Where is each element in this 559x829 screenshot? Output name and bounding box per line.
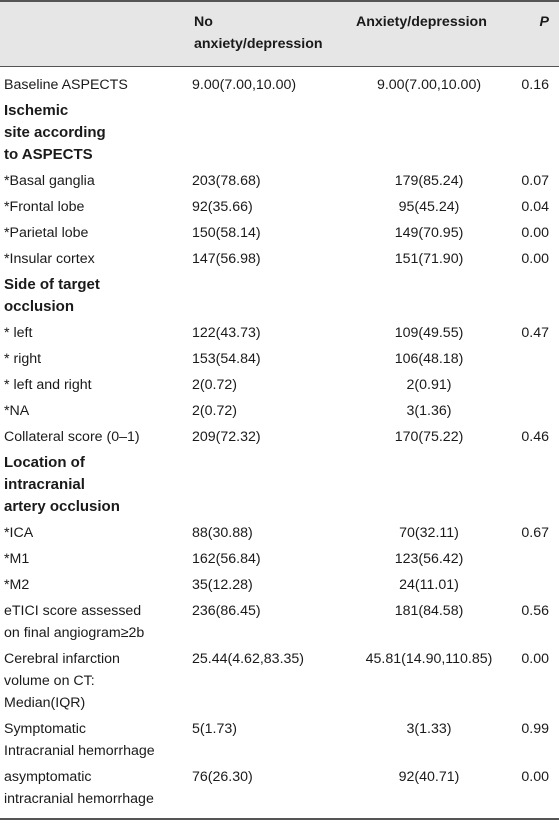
header-no-anxiety: No anxiety/depression xyxy=(194,14,323,52)
cell-anxiety: 109(49.55) xyxy=(394,325,464,341)
cell-anxiety: 149(70.95) xyxy=(394,225,464,241)
table-row xyxy=(0,246,559,272)
cell-no-anxiety: 236(86.45) xyxy=(192,603,261,619)
row-label: Location of intracranial artery occlusion xyxy=(4,454,120,515)
row-label: Symptomatic Intracranial hemorrhage xyxy=(4,721,155,759)
header-row xyxy=(0,1,559,67)
cell-no-anxiety: 2(0.72) xyxy=(192,403,237,419)
row-label: Baseline ASPECTS xyxy=(4,77,128,93)
table-row xyxy=(0,520,559,546)
table-row xyxy=(0,67,559,99)
row-label: eTICI score assessed on final angiogram≥2b xyxy=(4,603,145,641)
cell-anxiety: 151(71.90) xyxy=(394,251,464,267)
table-row xyxy=(0,320,559,346)
cell-no-anxiety: 147(56.98) xyxy=(192,251,261,267)
cell-no-anxiety: 209(72.32) xyxy=(192,429,261,445)
row-label: *ICA xyxy=(4,525,34,541)
cell-anxiety xyxy=(348,98,508,168)
header-anxiety: Anxiety/depression xyxy=(356,14,487,30)
cell-p-value xyxy=(508,398,559,424)
row-label: *NA xyxy=(4,403,30,419)
cell-p-value xyxy=(508,546,559,572)
cell-anxiety: 2(0.91) xyxy=(406,377,452,393)
cell-no-anxiety: 153(54.84) xyxy=(192,351,261,367)
cell-anxiety: 70(32.11) xyxy=(399,525,459,541)
table-row xyxy=(0,716,559,764)
cell-no-anxiety xyxy=(190,450,348,520)
section-header-row xyxy=(0,450,559,520)
cell-p-value: 0.00 xyxy=(521,225,549,241)
row-label: *M1 xyxy=(4,551,30,567)
table-body xyxy=(0,67,559,820)
row-label: Cerebral infarction volume on CT: Median(IQR) xyxy=(4,651,120,711)
header-p-value: P xyxy=(539,14,549,30)
cell-p-value: 0.67 xyxy=(521,525,549,541)
cell-anxiety: 3(1.33) xyxy=(406,721,452,737)
row-label: asymptomatic intracranial hemorrhage xyxy=(4,769,154,807)
cell-p-value: 0.56 xyxy=(521,603,549,619)
table-row xyxy=(0,598,559,646)
cell-anxiety: 3(1.36) xyxy=(406,403,452,419)
cell-anxiety: 24(11.01) xyxy=(399,577,459,593)
cell-p-value xyxy=(508,450,559,520)
cell-no-anxiety: 25.44(4.62,83.35) xyxy=(192,651,305,667)
cell-anxiety: 45.81(14.90,110.85) xyxy=(365,651,493,667)
table-row xyxy=(0,346,559,372)
cell-p-value xyxy=(508,346,559,372)
row-label: * left xyxy=(4,325,33,341)
cell-anxiety: 92(40.71) xyxy=(398,769,460,785)
cell-p-value: 0.99 xyxy=(521,721,549,737)
row-label: *Insular cortex xyxy=(4,251,95,267)
table-row xyxy=(0,764,559,819)
row-label: *Basal ganglia xyxy=(4,173,95,189)
cell-p-value: 0.46 xyxy=(521,429,549,445)
row-label: Collateral score (0–1) xyxy=(4,429,140,445)
cell-anxiety: 95(45.24) xyxy=(398,199,460,215)
cell-p-value: 0.00 xyxy=(521,651,549,667)
cell-no-anxiety: 9.00(7.00,10.00) xyxy=(192,77,297,93)
row-label: Side of target occlusion xyxy=(4,276,100,315)
cell-no-anxiety: 150(58.14) xyxy=(192,225,261,241)
table-row xyxy=(0,398,559,424)
row-label: *M2 xyxy=(4,577,30,593)
cell-no-anxiety: 122(43.73) xyxy=(192,325,261,341)
cell-p-value: 0.00 xyxy=(521,251,549,267)
section-header-row xyxy=(0,272,559,320)
cell-p-value: 0.16 xyxy=(521,77,549,93)
cell-anxiety: 106(48.18) xyxy=(394,351,464,367)
row-label: * right xyxy=(4,351,42,367)
cell-anxiety xyxy=(348,450,508,520)
table-row xyxy=(0,194,559,220)
cell-anxiety: 179(85.24) xyxy=(394,173,464,189)
table-row xyxy=(0,646,559,716)
cell-no-anxiety: 35(12.28) xyxy=(192,577,253,593)
cell-anxiety: 170(75.22) xyxy=(394,429,464,445)
row-label: * left and right xyxy=(4,377,92,393)
cell-anxiety: 9.00(7.00,10.00) xyxy=(376,77,482,93)
cell-p-value: 0.47 xyxy=(521,325,549,341)
cell-p-value xyxy=(508,98,559,168)
table-row xyxy=(0,572,559,598)
cell-no-anxiety: 2(0.72) xyxy=(192,377,237,393)
cell-no-anxiety xyxy=(190,98,348,168)
cell-no-anxiety: 162(56.84) xyxy=(192,551,261,567)
cell-p-value: 0.00 xyxy=(521,769,549,785)
cell-no-anxiety: 203(78.68) xyxy=(192,173,261,189)
cell-p-value: 0.04 xyxy=(521,199,549,215)
row-label: *Parietal lobe xyxy=(4,225,89,241)
table-header xyxy=(0,1,559,67)
table-row xyxy=(0,168,559,194)
cell-p-value xyxy=(508,372,559,398)
cell-anxiety: 181(84.58) xyxy=(394,603,464,619)
table-row xyxy=(0,220,559,246)
table-row xyxy=(0,424,559,450)
cell-no-anxiety: 5(1.73) xyxy=(192,721,237,737)
row-label: *Frontal lobe xyxy=(4,199,85,215)
cell-anxiety xyxy=(348,272,508,320)
cell-no-anxiety: 88(30.88) xyxy=(192,525,253,541)
cell-p-value xyxy=(508,272,559,320)
table-row xyxy=(0,372,559,398)
cell-p-value: 0.07 xyxy=(521,173,549,189)
cell-no-anxiety xyxy=(190,272,348,320)
cell-p-value xyxy=(508,572,559,598)
row-label: Ischemic site according to ASPECTS xyxy=(4,102,106,163)
section-header-row xyxy=(0,98,559,168)
header-label xyxy=(0,1,190,67)
cell-anxiety: 123(56.42) xyxy=(394,551,464,567)
cell-no-anxiety: 92(35.66) xyxy=(192,199,253,215)
table-row xyxy=(0,546,559,572)
cell-no-anxiety: 76(26.30) xyxy=(192,769,253,785)
